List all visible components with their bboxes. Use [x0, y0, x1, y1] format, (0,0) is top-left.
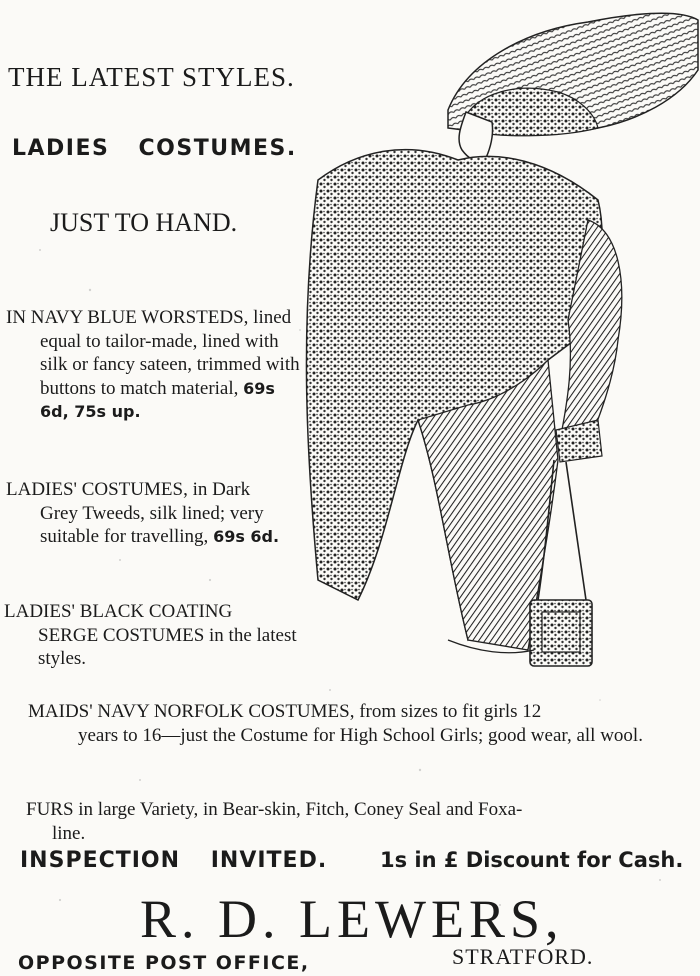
item-grey-tweeds: [6, 478, 302, 549]
item-navy-worsteds: [6, 306, 302, 424]
town: STRATFORD.: [452, 944, 594, 969]
item-body: line.: [52, 823, 86, 844]
inspection-invited: [20, 848, 349, 873]
item-body: Grey Tweeds, silk lined; very suitable for travelling,: [40, 502, 264, 547]
item-heading: LADIES' BLACK COATING: [4, 601, 233, 622]
item-heading: FURS in large Variety, in Bear-skin, Fitch, Coney Seal and Foxa-: [26, 799, 523, 820]
cash-discount: 1s in £ Discount for Cash.: [380, 848, 684, 872]
inspection-word: INSPECTION: [20, 848, 181, 873]
lady-illustration: [298, 0, 700, 684]
invited-word: INVITED.: [210, 848, 328, 873]
item-heading: LADIES' COSTUMES, in Dark: [6, 479, 251, 500]
item-body: equal to tailor-made, lined with silk or fancy sateen, trimmed with buttons to match material,: [40, 330, 300, 399]
headline: THE LATEST STYLES.: [8, 62, 295, 92]
item-body: years to 16—just the Costume for High School Girls; good wear, all wool.: [78, 725, 643, 746]
item-furs: [26, 798, 692, 846]
item-heading: MAIDS' NAVY NORFOLK COSTUMES, from sizes to fit girls 12: [28, 701, 542, 722]
face: [459, 112, 492, 162]
item-maids-norfolk: [28, 700, 688, 748]
item-price: 69s 6d, 75s up.: [40, 378, 275, 421]
arrival-notice: JUST TO HAND.: [50, 208, 238, 237]
subhead-ladies-costumes: LADIES COSTUMES.: [12, 136, 297, 161]
item-heading: IN NAVY BLUE WORSTEDS, lined: [6, 307, 292, 328]
address: OPPOSITE POST OFFICE,: [18, 952, 310, 974]
firm-name: R. D. LEWERS,: [140, 889, 564, 949]
item-body: SERGE COSTUMES in the latest styles.: [38, 624, 297, 669]
item-black-serge: [4, 600, 300, 671]
item-price: 69s 6d.: [213, 527, 280, 546]
handbag: [530, 600, 592, 666]
